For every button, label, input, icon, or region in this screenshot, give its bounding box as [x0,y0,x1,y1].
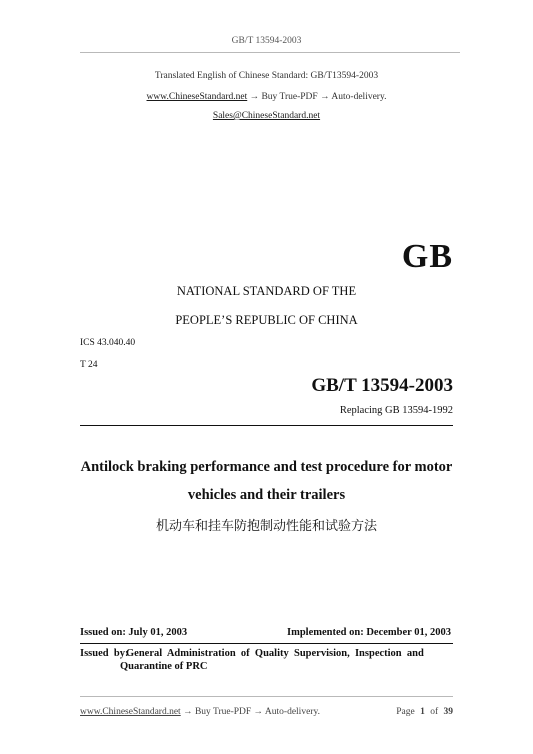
footer-links [80,707,320,717]
replacing-note: Replacing GB 13594-1992 [339,405,453,416]
title-en-line2: vehicles and their trailers [187,487,346,503]
standard-number: GB/T 13594-2003 [311,375,453,396]
title-top-rule [80,425,453,426]
title-en-line1: Antilock braking performance and test procedure for motor [80,459,453,475]
footer-chinesestandard-link[interactable]: www.ChineseStandard.net [80,707,181,717]
ics-code: ICS 43.040.40 [80,338,136,348]
implemented-date: Implemented on: December 01, 2003 [287,627,451,638]
issuer-block [80,648,453,672]
issued-date: Issued on: July 01, 2003 [80,627,188,638]
page-indicator [396,707,453,717]
issuer-label: Issued by: [80,648,129,659]
footer-rule [80,696,453,697]
title-zh: 机动车和挂车防抱制动性能和试验方法 [155,519,377,534]
running-header: GB/T 13594-2003 [231,36,302,46]
footer-buy-text: → Buy True-PDF → Auto-delivery. [180,707,320,717]
buy-pdf-text: → Buy True-PDF → Auto-delivery. [247,92,387,102]
gb-mark: GB [401,238,453,275]
chinesestandard-link[interactable]: www.ChineseStandard.net [146,92,248,102]
header-rule [80,52,460,53]
page-label: Page [396,707,415,717]
page-number: 1 [420,707,425,717]
email-line [0,111,533,121]
issuer-name-line1: General Administration of Quality Supervision, Inspection and [126,648,424,659]
page-of-label: of [430,707,439,717]
national-standard-line2: PEOPLE’S REPUBLIC OF CHINA [175,313,358,327]
classification-code: T 24 [80,360,98,370]
sales-email-link[interactable]: Sales@ChineseStandard.net [212,111,321,121]
national-standard-line1: NATIONAL STANDARD OF THE [176,284,357,298]
translation-links-line [0,92,533,102]
page-total: 39 [443,707,453,717]
translation-notice: Translated English of Chinese Standard: GB/T13594-2003 [154,71,379,81]
dates-rule [80,643,453,644]
issuer-name-line2: Quarantine of PRC [120,661,208,672]
